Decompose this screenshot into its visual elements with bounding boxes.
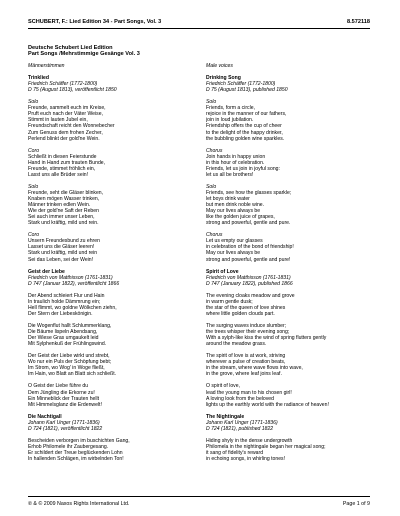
text-line: Friends, let us join in joyful song: <box>206 165 280 172</box>
text-line: Stark und kräftig, mild und rein. <box>28 220 99 227</box>
text-line: Join hands in happy union <box>206 153 266 160</box>
text-line: Die Bäume lispeln Abendsang, <box>28 329 98 336</box>
text-line: around the meadow grass. <box>206 341 267 348</box>
text-line: it sang of fidelity's reward <box>206 450 264 456</box>
text-line: With a sylph-like kiss the wind of spring flutters gently <box>206 335 327 342</box>
text-line: Der Wiese Gras umgaukelt leid <box>28 335 99 342</box>
text-line: let us all be brothers! <box>206 171 254 178</box>
text-line: The spirit of love is at work, striving <box>206 353 286 360</box>
song-meta: D 747 (January 1822), published 1866 <box>206 280 293 287</box>
text-line: Freunde, sammelt euch im Kreise, <box>28 105 106 112</box>
text-line: Wie der gold'ne Saft der Reben <box>28 208 99 215</box>
text-line: Schließt in diesen Feierstunde <box>28 153 97 160</box>
text-line: Knaben mögen Wasser trinken, <box>28 196 100 203</box>
text-line: Der Stern der Liebeskönigin. <box>28 310 93 317</box>
header-divider <box>28 28 370 29</box>
text-line: Friends, form a circle, <box>206 105 255 112</box>
song-meta: Friedrich Schäffer (1772-1800) <box>206 81 276 88</box>
text-line: strong and powerful, gentle and pure! <box>206 256 291 263</box>
text-line: Zum Genuss dem frohen Zecher, <box>28 129 103 136</box>
song-meta: D 724 (1821), published 1822 <box>206 425 274 432</box>
text-line: Der Geist der Liebe wirkt und strebt, <box>28 353 110 360</box>
text-line: in this hour of celebration. <box>206 159 265 166</box>
text-line: the star of the queen of love shines <box>206 304 286 311</box>
text-line: Stark und kräftig, mild und rein <box>28 250 98 257</box>
song-meta: Johann Karl Unger (1771-1836) <box>28 419 100 426</box>
text-line: Lasst uns alle Brüder sein! <box>28 171 89 178</box>
song-title: Trinklied <box>28 75 49 82</box>
edition-title-line: Part Songs /Mehrstimmige Gesänge Vol. 3 <box>28 51 140 58</box>
song-title: Spirit of Love <box>206 268 239 275</box>
text-line: The evening cloaks meadow and grove <box>206 292 295 299</box>
text-line: Sei auch immer unser Leben, <box>28 214 95 221</box>
song-meta: Friedrich von Matthisson (1761-1831) <box>28 274 113 281</box>
text-line: May our lives always be <box>206 208 261 215</box>
text-line: Lasset uns die Gläser leeren! <box>28 244 95 251</box>
text-line: O spirit of love, <box>206 383 240 390</box>
text-line: where little golden clouds part. <box>206 310 275 317</box>
song-title: The Nightingale <box>206 413 245 420</box>
text-line: Friends, see how the glasses sparkle; <box>206 189 292 196</box>
text-line: in warm gentle dusk; <box>206 298 253 305</box>
text-line: O Geist der Liebe führe du <box>28 383 89 390</box>
song-meta: Coro <box>28 232 40 239</box>
text-line: In traulich holde Dämmrung ein; <box>28 298 101 305</box>
song-title: Die Nachtigall <box>28 413 62 420</box>
text-line: in celebration of the bond of friendship! <box>206 244 294 251</box>
song-meta: Chorus <box>206 232 223 239</box>
text-line: Hand in Hand zum trauten Bunde, <box>28 159 106 166</box>
text-line: join in loud jubilation. <box>206 117 254 124</box>
text-line: In hallenden Schlägen, im wirbelnden Ton! <box>28 456 124 463</box>
text-line: Freunde, stimmet fröhlich ein, <box>28 165 96 172</box>
song-meta: Solo <box>28 99 39 106</box>
text-line: Philomela in the nightingale began her magical song; <box>206 443 326 450</box>
text-line: in echoing songs, in whirling tones! <box>206 456 286 463</box>
song-meta: Friedrich von Matthisson (1761-1831) <box>206 274 291 281</box>
song-meta: Solo <box>206 183 217 190</box>
text-line: rejoice in the manner of our fathers, <box>206 111 287 118</box>
text-line: Freundschaft reicht den Wonnebecher <box>28 123 115 130</box>
text-line: Pruft euch nach der Väter Weise, <box>28 111 103 118</box>
page-number: Page 1 of 9 <box>342 501 370 507</box>
song-meta: Johann Karl Unger (1771-1836) <box>206 419 278 426</box>
text-line: Freunde, seht die Gläser blinken, <box>28 189 104 196</box>
text-line: Hell flimmt, wo goldne Wölkchen ziehn, <box>28 304 117 311</box>
footer-divider <box>28 496 370 497</box>
text-line: Sei das Leben, sei der Wein! <box>28 256 94 263</box>
text-line: Mit Sylphenkuß der Frühlingswind. <box>28 341 107 348</box>
text-line: Er schildert der Treue beglückenden Lohn <box>28 450 123 456</box>
text-line: Ein Minneblick der Trauten hellt <box>28 395 100 402</box>
text-line: May our lives always be <box>206 250 261 257</box>
text-line: A loving look from the beloved <box>206 395 274 402</box>
text-line: but men drink noble wine. <box>206 202 265 209</box>
text-line: Perlend blinkt der gold'ne Wein. <box>28 135 100 142</box>
text-line: Hiding shyly in the dense undergrowth <box>206 437 293 444</box>
text-line: Let us empty our glasses <box>206 238 263 245</box>
song-meta: Solo <box>206 99 217 106</box>
song-meta: D 724 (1821), veröffentlicht 1822 <box>28 425 103 432</box>
german-text-column <box>28 63 193 462</box>
text-line: Dem Jüngling die Erkorne zu! <box>28 389 95 396</box>
song-title: Geist der Liebe <box>28 268 65 275</box>
text-line: Im Hain, wo Blatt an Blatt sich schließt. <box>28 371 117 378</box>
edition-title-line: Deutsche Schubert Lied Edition <box>28 45 113 51</box>
text-line: Friendship offers the cup of cheer <box>206 123 282 130</box>
text-line: in the stream, where wave flows into wave, <box>206 365 303 372</box>
song-meta: D 747 (Januar 1822), veröffentlicht 1866 <box>28 280 120 287</box>
text-line: lead the young man to his chosen girl! <box>206 389 292 396</box>
song-meta: Solo <box>28 183 39 190</box>
song-meta: Friedrich Schäffer (1772-1800) <box>28 81 98 88</box>
copyright-notice: ℗ & © 2009 Naxos Rights International Ltd. <box>28 501 130 507</box>
text-line: Stimmt in lauten Jubel ein, <box>28 117 88 124</box>
text-line: let boys drink water <box>206 196 250 203</box>
text-line: Wo nur ein Puls der Schöpfung bebt; <box>28 359 112 366</box>
song-meta: Männerstimmen <box>28 63 65 69</box>
song-title: Drinking Song <box>206 75 241 82</box>
song-meta: Chorus <box>206 147 223 154</box>
edition-title <box>28 45 140 57</box>
header-title: SCHUBERT, F.: Lied Edition 34 - Part Songs, Vol. 3 <box>28 19 162 25</box>
text-line: Der Abend schleiert Flur und Hain <box>28 292 105 299</box>
text-line: to the delight of the happy drinker, <box>206 129 283 136</box>
text-line: Im Strom, wo Wog' in Woge fließt, <box>28 365 105 372</box>
english-text-column <box>206 63 371 462</box>
song-meta: D 75 (August 1813), published 1850 <box>206 87 288 94</box>
song-meta: Coro <box>28 147 40 154</box>
text-line: Die Wogenflut hallt Schlummerklang, <box>28 323 112 330</box>
song-meta: Male voices <box>206 63 233 69</box>
text-line: the bubbling golden wine sparkles. <box>206 135 285 142</box>
text-line: like the golden juice of grapes, <box>206 214 275 221</box>
text-line: the trees whisper their evening song; <box>206 329 290 336</box>
text-line: in the grove, where leaf joins leaf. <box>206 371 282 378</box>
text-line: lights up the earthly world with the radiance of heaven! <box>206 401 329 408</box>
text-line: The surging waves induce slumber; <box>206 323 287 330</box>
text-line: Mit Himmelsglanz die Erdenwelt! <box>28 401 102 408</box>
text-line: Unsern Freundesbund zu ehren <box>28 238 100 245</box>
text-line: Männer trinken edlen Wein. <box>28 202 91 209</box>
header-catalogue-number: 8.572118 <box>346 19 370 25</box>
text-line: Bescheiden verborgen im buschichten Gang, <box>28 437 130 444</box>
song-meta: D 75 (August 1813), veröffentlicht 1850 <box>28 87 117 94</box>
text-line: strong and powerful, gentle and pure. <box>206 220 291 227</box>
text-line: Erhob Philomele ihr Zaubergesang. <box>28 443 109 450</box>
text-line: wherever a pulse of creation beats, <box>206 359 286 366</box>
